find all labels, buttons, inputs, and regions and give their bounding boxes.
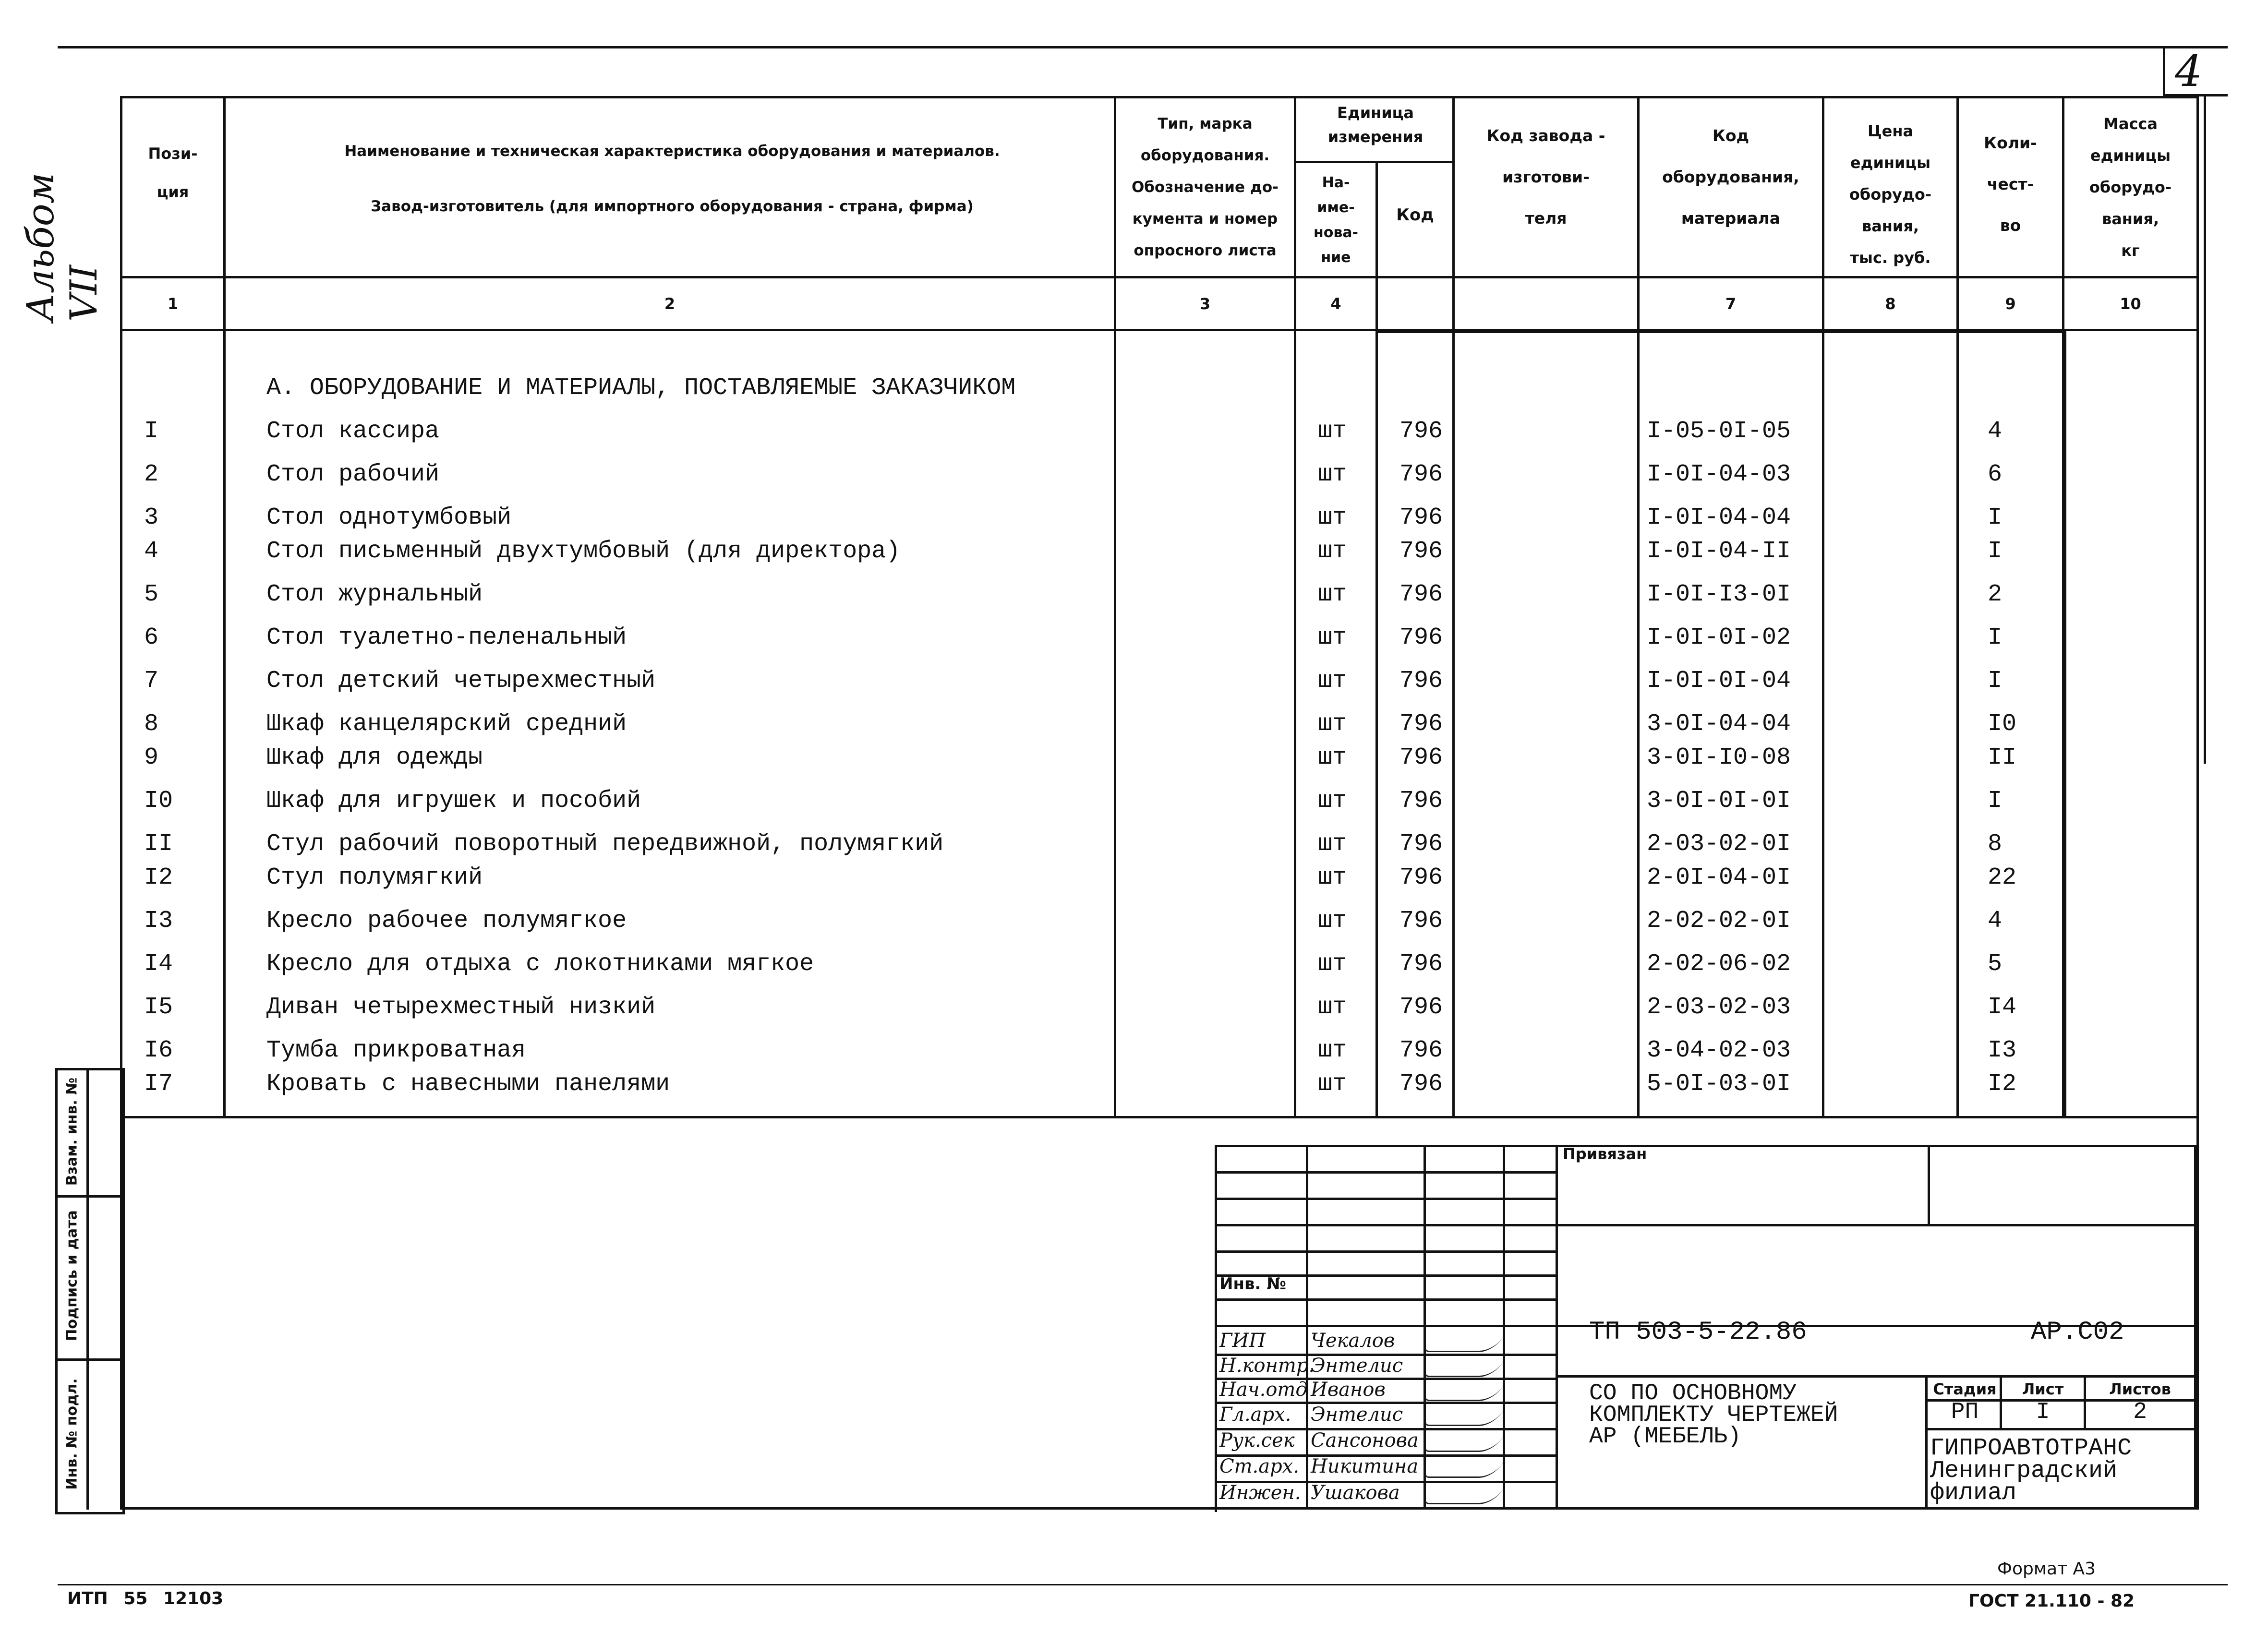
row-name: Диван четырехместный низкий [266, 994, 656, 1021]
row-name: Стол детский четырехместный [266, 667, 656, 695]
row-unit-code: 796 [1399, 667, 1443, 695]
row-position: I6 [144, 1037, 173, 1064]
row-name: Стол кассира [266, 418, 440, 445]
colnum-10: 10 [2120, 295, 2141, 313]
row-position: 8 [144, 710, 159, 738]
row-quantity: 2 [1988, 581, 2003, 608]
side-stamp-inv: Инв. № подл. [63, 1378, 81, 1490]
row-quantity: I4 [1988, 994, 2017, 1021]
row-unit: шт [1318, 744, 1347, 771]
row-equip-code: I-0I-I3-0I [1647, 581, 1791, 608]
org-line-3: филиал [1930, 1479, 2017, 1507]
staff-role: Нач.отд [1219, 1379, 1308, 1401]
row-equip-code: 2-0I-04-0I [1647, 864, 1791, 891]
row-equip-code: 3-0I-0I-0I [1647, 787, 1791, 815]
row-unit-code: 796 [1399, 418, 1443, 445]
row-name: Стол письменный двухтумбовый (для директора) [266, 538, 901, 565]
sheets-value: 2 [2133, 1399, 2147, 1425]
row-position: 4 [144, 538, 159, 565]
row-position: 5 [144, 581, 159, 608]
row-unit: шт [1318, 864, 1347, 891]
row-unit: шт [1318, 710, 1347, 738]
inv-label: Инв. № [1219, 1274, 1287, 1294]
row-unit: шт [1318, 950, 1347, 978]
row-position: 6 [144, 624, 159, 651]
row-position: I3 [144, 907, 173, 935]
stage-value: РП [1951, 1399, 1979, 1425]
staff-name: Сансонова [1311, 1429, 1419, 1452]
colnum-7: 7 [1725, 295, 1737, 313]
row-unit-code: 796 [1399, 744, 1443, 771]
row-name: Стол туалетно-пеленальный [266, 624, 627, 651]
stage-label: Стадия [1933, 1380, 1997, 1398]
row-unit-code: 796 [1399, 581, 1443, 608]
row-equip-code: 2-02-02-0I [1647, 907, 1791, 935]
row-equip-code: 2-02-06-02 [1647, 950, 1791, 978]
header-unit: Единица измерения [1327, 104, 1424, 146]
row-equip-code: I-0I-04-II [1647, 538, 1791, 565]
row-unit: шт [1318, 504, 1347, 531]
row-name: Стол журнальный [266, 581, 483, 608]
row-position: 9 [144, 744, 159, 771]
row-unit-code: 796 [1399, 830, 1443, 858]
header-unit-name: На- име- нова- ние [1313, 174, 1359, 266]
row-equip-code: I-0I-04-03 [1647, 461, 1791, 488]
row-equip-code: 2-03-02-03 [1647, 994, 1791, 1021]
staff-name: Энтелис [1311, 1404, 1403, 1426]
row-quantity: 8 [1988, 830, 2003, 858]
colnum-2: 2 [664, 295, 676, 313]
row-unit-code: 796 [1399, 624, 1443, 651]
staff-name: Иванов [1311, 1379, 1386, 1401]
row-equip-code: 3-0I-04-04 [1647, 710, 1791, 738]
row-position: I2 [144, 864, 173, 891]
page-number: 4 [2175, 46, 2203, 96]
header-name-line1: Наименование и техническая характеристика оборудования и материалов. [344, 143, 1000, 160]
header-name-line2: Завод-изготовитель (для импортного оборудования - страна, фирма) [371, 198, 974, 215]
row-unit-code: 796 [1399, 504, 1443, 531]
row-position: I5 [144, 994, 173, 1021]
row-position: I0 [144, 787, 173, 815]
row-unit: шт [1318, 418, 1347, 445]
row-unit-code: 796 [1399, 950, 1443, 978]
row-unit-code: 796 [1399, 864, 1443, 891]
colnum-1: 1 [167, 295, 179, 313]
row-unit: шт [1318, 461, 1347, 488]
row-quantity: 5 [1988, 950, 2003, 978]
sheets-label: Листов [2109, 1380, 2171, 1398]
row-quantity: II [1988, 744, 2017, 771]
row-position: II [144, 830, 173, 858]
row-quantity: 4 [1988, 907, 2003, 935]
row-unit-code: 796 [1399, 1070, 1443, 1098]
org-line-1: ГИПРОАВТОТРАНС [1930, 1435, 2132, 1462]
row-equip-code: 2-03-02-0I [1647, 830, 1791, 858]
footer-format: Формат А3 [1997, 1559, 2096, 1579]
header-unit-code: Код [1396, 205, 1434, 225]
row-quantity: I [1988, 538, 2003, 565]
staff-role: Гл.арх. [1219, 1404, 1291, 1426]
row-name: Шкаф для игрушек и пособий [266, 787, 641, 815]
row-quantity: I [1988, 667, 2003, 695]
header-position: Пози- ция [148, 144, 198, 201]
row-unit-code: 796 [1399, 461, 1443, 488]
page-number-box [2163, 46, 2228, 96]
row-unit-code: 796 [1399, 787, 1443, 815]
header-plant-code: Код завода - изготови- теля [1486, 126, 1605, 228]
row-unit: шт [1318, 624, 1347, 651]
row-quantity: 4 [1988, 418, 2003, 445]
row-unit: шт [1318, 667, 1347, 695]
staff-role: Инжен. [1219, 1482, 1301, 1504]
footer-itp: ИТП 55 12103 [67, 1589, 224, 1608]
row-position: I7 [144, 1070, 173, 1098]
row-unit: шт [1318, 830, 1347, 858]
row-unit: шт [1318, 581, 1347, 608]
section-title: А. ОБОРУДОВАНИЕ И МАТЕРИАЛЫ, ПОСТАВЛЯЕМЫЕ ЗАКАЗЧИКОМ [266, 374, 1016, 402]
row-name: Шкаф канцелярский средний [266, 710, 627, 738]
row-equip-code: 3-04-02-03 [1647, 1037, 1791, 1064]
header-price: Цена единицы оборудо- вания, тыс. руб. [1849, 122, 1932, 267]
colnum-3: 3 [1199, 295, 1211, 313]
footer-gost: ГОСТ 21.110 - 82 [1968, 1591, 2135, 1611]
row-name: Стул рабочий поворотный передвижной, полумягкий [266, 830, 944, 858]
row-equip-code: 5-0I-03-0I [1647, 1070, 1791, 1098]
row-name: Кресло для отдыха с локотниками мягкое [266, 950, 814, 978]
row-quantity: I [1988, 787, 2003, 815]
row-equip-code: I-05-0I-05 [1647, 418, 1791, 445]
row-unit-code: 796 [1399, 1037, 1443, 1064]
side-stamp-sign-date: Подпись и дата [63, 1210, 81, 1341]
staff-name: Ушакова [1311, 1482, 1400, 1504]
staff-name: Чекалов [1311, 1330, 1395, 1352]
row-equip-code: I-0I-04-04 [1647, 504, 1791, 531]
header-mass: Масса единицы оборудо- вания, кг [2089, 115, 2172, 260]
doc-title-3: АР (МЕБЕЛЬ) [1589, 1424, 1741, 1450]
row-quantity: I0 [1988, 710, 2017, 738]
staff-name: Энтелис [1311, 1355, 1403, 1377]
row-equip-code: 3-0I-I0-08 [1647, 744, 1791, 771]
row-unit: шт [1318, 787, 1347, 815]
row-unit: шт [1318, 1070, 1347, 1098]
row-name: Кровать с навесными панелями [266, 1070, 670, 1098]
row-position: 2 [144, 461, 159, 488]
colnum-4: 4 [1330, 295, 1341, 313]
row-name: Шкаф для одежды [266, 744, 483, 771]
row-unit: шт [1318, 538, 1347, 565]
row-unit: шт [1318, 907, 1347, 935]
row-unit: шт [1318, 1037, 1347, 1064]
row-position: 3 [144, 504, 159, 531]
doc-title-2: КОМПЛЕКТУ ЧЕРТЕЖЕЙ [1589, 1402, 1838, 1428]
doc-mark: АР.С02 [2031, 1318, 2124, 1347]
row-unit-code: 796 [1399, 907, 1443, 935]
row-name: Кресло рабочее полумягкое [266, 907, 627, 935]
row-position: I4 [144, 950, 173, 978]
privyazan-label: Привязан [1563, 1145, 1647, 1163]
row-unit-code: 796 [1399, 994, 1443, 1021]
row-quantity: 22 [1988, 864, 2017, 891]
album-label: Альбом VII [19, 172, 106, 322]
sheet-value: I [2036, 1399, 2050, 1425]
row-position: 7 [144, 667, 159, 695]
row-quantity: 6 [1988, 461, 2003, 488]
staff-role: ГИП [1219, 1330, 1266, 1352]
colnum-8: 8 [1885, 295, 1896, 313]
org-line-2: Ленинградский [1930, 1457, 2118, 1485]
row-name: Тумба прикроватная [266, 1037, 526, 1064]
doc-title-1: СО ПО ОСНОВНОМУ [1589, 1380, 1797, 1406]
colnum-9: 9 [2005, 295, 2016, 313]
header-type: Тип, марка оборудования. Обозначение до- кумента и номер опросного листа [1131, 115, 1279, 259]
sheet-label: Лист [2022, 1380, 2064, 1398]
row-quantity: I [1988, 624, 2003, 651]
header-quantity: Коли- чест- во [1984, 133, 2037, 235]
staff-name: Никитина [1311, 1455, 1419, 1477]
row-unit: шт [1318, 994, 1347, 1021]
row-equip-code: I-0I-0I-02 [1647, 624, 1791, 651]
doc-code: ТП 503-5-22.86 [1589, 1318, 1807, 1347]
staff-role: Рук.сек [1219, 1429, 1295, 1452]
row-quantity: I [1988, 504, 2003, 531]
row-name: Стол однотумбовый [266, 504, 512, 531]
row-name: Стол рабочий [266, 461, 440, 488]
header-equip-code: Код оборудования, материала [1662, 126, 1799, 228]
row-name: Стул полумягкий [266, 864, 483, 891]
staff-role: Ст.арх. [1219, 1455, 1299, 1477]
row-quantity: I2 [1988, 1070, 2017, 1098]
row-equip-code: I-0I-0I-04 [1647, 667, 1791, 695]
staff-role: Н.контр. [1219, 1355, 1315, 1377]
row-quantity: I3 [1988, 1037, 2017, 1064]
row-unit-code: 796 [1399, 538, 1443, 565]
row-unit-code: 796 [1399, 710, 1443, 738]
side-stamp-vzam: Взам. инв. № [63, 1077, 81, 1186]
row-position: I [144, 418, 159, 445]
